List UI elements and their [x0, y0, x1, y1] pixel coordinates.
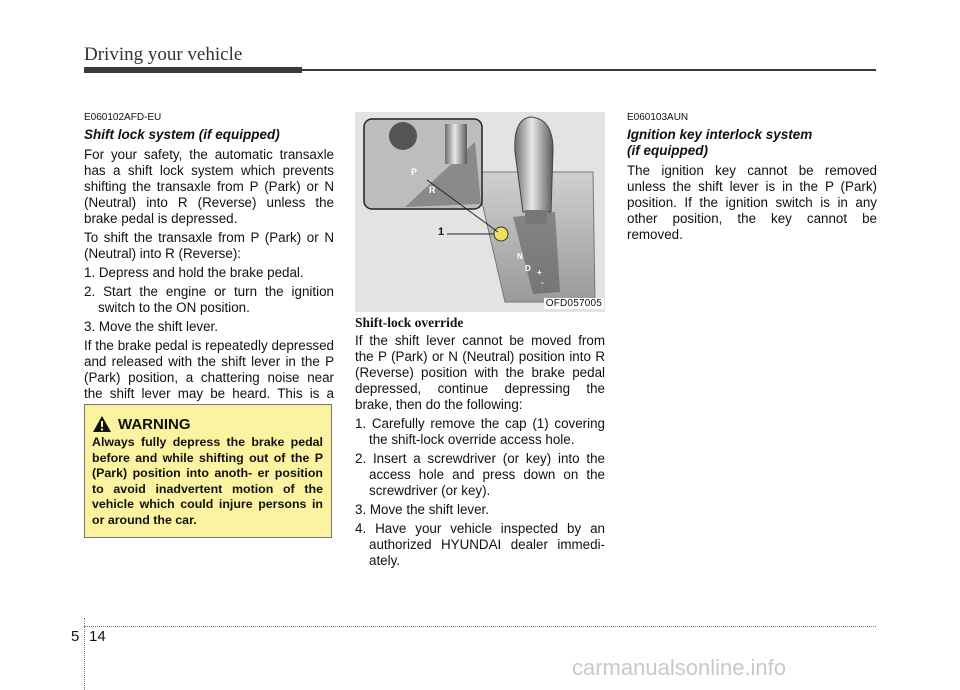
list-item: 2. Start the engine or turn the ignition switch to the ON position.	[84, 284, 334, 315]
section-subtitle: Shift-lock override	[355, 315, 464, 330]
section-subtitle: Ignition key interlock system	[627, 127, 813, 142]
gate-letter-d: D	[525, 264, 531, 273]
list-item: 2. Insert a screwdriver (or key) into the access hole and press down on the screwdriver (or key).	[355, 451, 605, 498]
list-item: 3. Move the shift lever.	[84, 319, 218, 334]
shift-lever-figure	[355, 112, 605, 312]
section-subtitle-qualifier: (if equipped)	[627, 143, 708, 158]
list-item: 1. Depress and hold the brake pedal.	[84, 265, 304, 280]
figure-code: OFD057005	[545, 298, 602, 309]
footer-rule	[84, 626, 876, 627]
list-item: 4. Have your vehicle inspected by an authorized HYUNDAI dealer immedi- ately.	[355, 521, 605, 568]
paragraph: If the shift lever cannot be moved from the P (Park) or N (Neutral) position into R (Reverse) position with the brake pedal depressed, continue depressing the brake, then do the following:	[355, 333, 605, 412]
gate-letter-minus: -	[541, 278, 544, 287]
paragraph: If the brake pedal is repeatedly depressed and released with the shift lever in the P (Park) position, a chattering noise near the shift lever may be heard. This is a	[84, 338, 334, 401]
callout-number: 1	[438, 226, 445, 238]
list-item: 1. Carefully remove the cap (1) covering the shift-lock override access hole.	[355, 416, 605, 447]
shift-lock-section	[84, 112, 334, 421]
gate-letter-plus: +	[537, 268, 542, 277]
page-number: 14	[89, 628, 106, 645]
gate-letter-n: N	[517, 252, 523, 261]
warning-body: Always fully depress the brake pedal before and while shifting out of the P (Park) position into anoth- er position to avoid inadvertent motion of the vehicle which could injure persons in or around the car.	[92, 435, 323, 527]
footer-divider	[84, 618, 85, 690]
section-subtitle: Shift lock system (if equipped)	[84, 127, 280, 142]
shift-lever-illustration	[355, 112, 605, 312]
list-item: 3. Move the shift lever.	[355, 502, 489, 517]
shift-lock-override-section	[355, 315, 605, 572]
paragraph: To shift the transaxle from P (Park) or N (Neutral) into R (Reverse):	[84, 230, 334, 261]
paragraph: The ignition key cannot be removed unless the shift lever is in the P (Park) position. If the ignition switch is in any other position, the key cannot be removed.	[627, 163, 877, 242]
paragraph: For your safety, the automatic transaxle has a shift lock system which prevents shifting the transaxle from P (Park) or N (Neutral) into R (Reverse) unless the brake pedal is depressed.	[84, 147, 334, 226]
header-rule-thick	[84, 67, 302, 73]
warning-box	[84, 404, 332, 538]
ignition-interlock-section	[627, 112, 877, 246]
watermark-text: carmanualsonline.info	[572, 655, 787, 680]
section-code: E060102AFD-EU	[84, 112, 162, 123]
section-number: 5	[71, 628, 80, 645]
step-list	[355, 416, 605, 569]
page-header-title: Driving your vehicle	[84, 44, 243, 65]
gate-letter-p: P	[411, 167, 418, 177]
section-code: E060103AUN	[627, 112, 689, 123]
warning-triangle-icon	[92, 415, 112, 433]
header-rule-thin	[302, 69, 876, 71]
gate-letter-r: R	[429, 185, 436, 195]
warning-title: WARNING	[118, 415, 191, 433]
step-list	[84, 265, 334, 335]
